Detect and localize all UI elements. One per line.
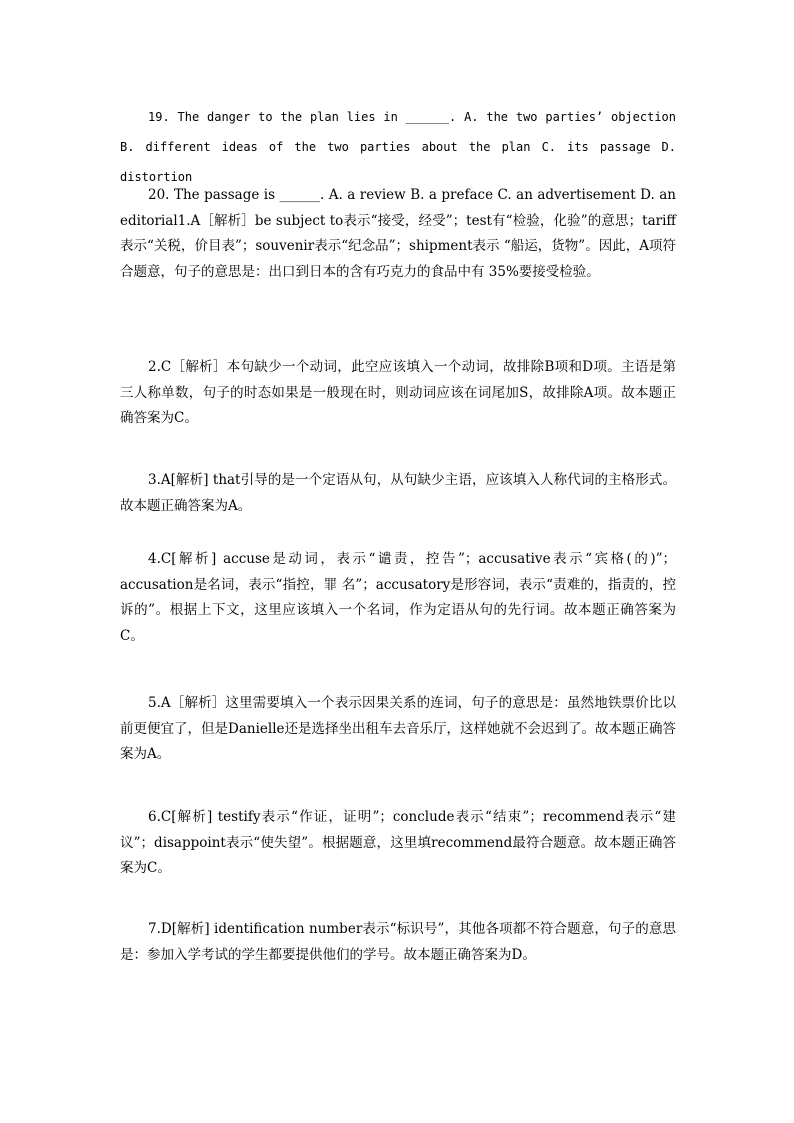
answer-2-paragraph: 2.C［解析］本句缺少一个动词，此空应该填入一个动词，故排除B项和D项。主语是第三人称单数，句子的时态如果是一般现在时，则动词应该在词尾加S，故排除A项。故本题正确答案为C。 (120, 359, 676, 426)
answer-5-paragraph: 5.A［解析］这里需要填入一个表示因果关系的连词，句子的意思是：虽然地铁票价比以前更便宜了，但是Danielle还是选择坐出租车去音乐厅，这样她就不会迟到了。故本题正确答案为A。 (120, 695, 676, 762)
answer-3-paragraph: 3.A[解析] that引导的是一个定语从句，从句缺少主语，应该填入人称代词的主格形式。故本题正确答案为A。 (120, 472, 676, 514)
question-20-and-answer-1-paragraph: 20. The passage is ______. A. a review B. a preface C. an advertisement D. an editorial1.A［解析］be subject to表示“接受，经受”；test有“检验，化验”的意思；tariff表示“关税，价目表”；souvenir表示“纪念品”；shipment表示 “船运，货物”。因此，A项符合题意，句子的意思是：出口到日本的含有巧克力的食品中有 35%要接受检验。 (120, 187, 676, 280)
answer-4-paragraph: 4.C[解析] accuse是动词，表示“谴责，控告”；accusative表示“宾格(的)”；accusation是名词，表示“指控，罪 名”；accusatory是形容词，表示“责难的，指责的，控诉的”。根据上下文，这里应该填入一个名词，作为定语从句的先行词。故本题正确答案为C。 (120, 551, 676, 644)
answer-7-paragraph: 7.D[解析] identification number表示“标识号”，其他各项都不符合题意，句子的意思是：参加入学考试的学生都要提供他们的学号。故本题正确答案为D。 (120, 921, 676, 963)
question-19-paragraph: 19. The danger to the plan lies in ______. A. the two parties’ objection B. different ideas of the two parties about the plan C. its passage D. distortion (120, 110, 676, 184)
answer-6-paragraph: 6.C[解析] testify表示“作证，证明”；conclude表示“结束”；recommend表示“建议”；disappoint表示“使失望”。根据题意，这里填recommend最符合题意。故本题正确答案为C。 (120, 809, 676, 876)
